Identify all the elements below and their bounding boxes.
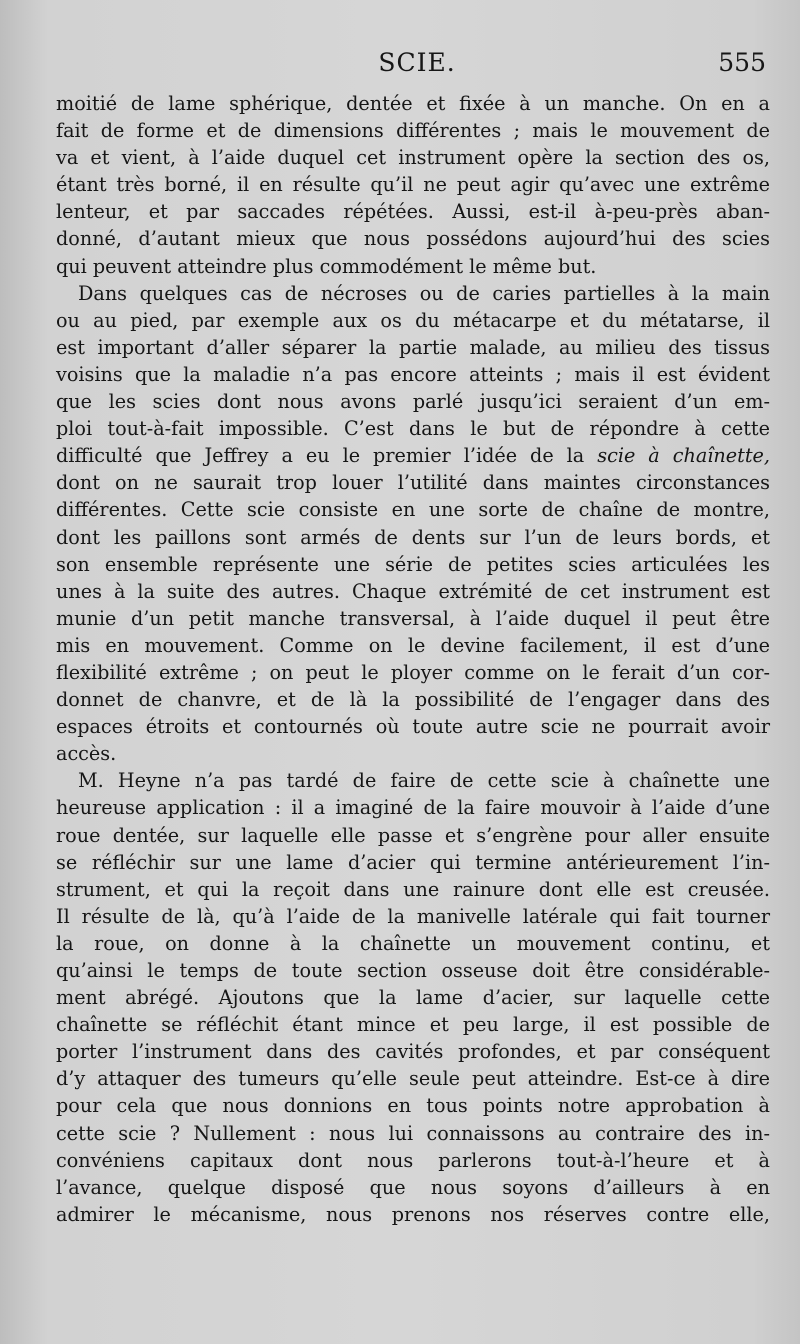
italic-term: scie à chaînette, xyxy=(597,444,770,468)
text-line-content: donnet de chanvre, et de là la possibilité de l’engager dans des xyxy=(56,688,770,712)
text-line xyxy=(56,253,770,280)
text-line-content: d’y attaquer des tumeurs qu’elle seule peut atteindre. Est-ce à dire xyxy=(56,1067,770,1091)
text-line xyxy=(56,334,770,361)
text-line-content: va et vient, à l’aide duquel cet instrument opère la section des os, xyxy=(56,146,770,170)
text-line xyxy=(56,496,770,523)
text-line xyxy=(56,1147,770,1174)
text-line-content: convéniens capitaux dont nous parlerons tout-à-l’heure et à xyxy=(56,1148,770,1172)
text-line-content: voisins que la maladie n’a pas encore atteints ; mais il est évident xyxy=(56,362,770,386)
text-line xyxy=(56,524,770,551)
text-line-content: fait de forme et de dimensions différentes ; mais le mouvement de xyxy=(56,119,770,143)
text-line xyxy=(56,198,770,225)
text-line xyxy=(56,90,770,117)
text-line-content: pour cela que nous donnions en tous points notre approbation à xyxy=(56,1094,770,1118)
text-line xyxy=(56,1065,770,1092)
text-line xyxy=(56,361,770,388)
text-line xyxy=(56,551,770,578)
text-line-content: difficulté que Jeffrey a eu le premier l’idée de la xyxy=(56,444,585,468)
text-line-content: roue dentée, sur laquelle elle passe et s’engrène pour aller ensuite xyxy=(56,823,770,847)
text-line-content: que les scies dont nous avons parlé jusqu’ici seraient d’un em- xyxy=(56,390,770,414)
text-line xyxy=(56,442,770,469)
text-line-content: lenteur, et par saccades répétées. Aussi, est-il à-peu-près aban- xyxy=(56,200,770,224)
text-line-content: dont on ne saurait trop louer l’utilité dans maintes circonstances xyxy=(56,471,770,495)
text-line xyxy=(56,280,770,307)
text-line xyxy=(56,686,770,713)
text-line xyxy=(56,957,770,984)
text-line-content: l’avance, quelque disposé que nous soyons d’ailleurs à en xyxy=(56,1175,770,1199)
text-line-content: ou au pied, par exemple aux os du métacarpe et du métatarse, il xyxy=(56,308,770,332)
text-line xyxy=(56,930,770,957)
text-line-content: est important d’aller séparer la partie malade, au milieu des tissus xyxy=(56,335,770,359)
text-line xyxy=(56,659,770,686)
text-line xyxy=(56,1092,770,1119)
text-line-content: qui peuvent atteindre plus commodément le même but. xyxy=(56,254,597,278)
running-title: SCIE. xyxy=(378,48,456,77)
text-line xyxy=(56,388,770,415)
text-line xyxy=(56,1011,770,1038)
text-line xyxy=(56,1038,770,1065)
text-line xyxy=(56,903,770,930)
text-line-content: dont les paillons sont armés de dents sur l’un de leurs bords, et xyxy=(56,525,770,549)
text-line xyxy=(56,469,770,496)
text-line xyxy=(56,144,770,171)
text-line-content: munie d’un petit manche transversal, à l’aide duquel il peut être xyxy=(56,606,770,630)
text-line xyxy=(56,415,770,442)
text-line-content: unes à la suite des autres. Chaque extrémité de cet instrument est xyxy=(56,579,770,603)
text-line-content: ploi tout-à-fait impossible. C’est dans le but de répondre à cette xyxy=(56,417,770,441)
text-line-content: flexibilité extrême ; on peut le ployer comme on le ferait d’un cor- xyxy=(56,660,770,684)
text-line xyxy=(56,1174,770,1201)
text-line-content: se réfléchir sur une lame d’acier qui termine antérieurement l’in- xyxy=(56,850,770,874)
text-line xyxy=(56,849,770,876)
text-line-content: mis en mouvement. Comme on le devine facilement, il est d’une xyxy=(56,633,770,657)
text-line xyxy=(56,984,770,1011)
text-line xyxy=(56,794,770,821)
text-line xyxy=(56,876,770,903)
text-line-content: strument, et qui la reçoit dans une rainure dont elle est creusée. xyxy=(56,877,770,901)
text-line-content: différentes. Cette scie consiste en une sorte de chaîne de montre, xyxy=(56,498,770,522)
text-line xyxy=(56,822,770,849)
text-line-content: accès. xyxy=(56,742,117,766)
text-line xyxy=(56,171,770,198)
text-line-content: admirer le mécanisme, nous prenons nos réserves contre elle, xyxy=(56,1202,770,1226)
text-line xyxy=(56,225,770,252)
text-line xyxy=(56,740,770,767)
text-line-content: qu’ainsi le temps de toute section osseuse doit être considérable- xyxy=(56,959,770,982)
text-line-content: Il résulte de là, qu’à l’aide de la manivelle latérale qui fait tourner xyxy=(56,904,770,928)
text-line xyxy=(56,713,770,740)
text-line-content: ment abrégé. Ajoutons que la lame d’acier, sur laquelle cette xyxy=(56,986,770,1010)
text-line xyxy=(56,1201,770,1228)
page-number: 555 xyxy=(718,48,766,77)
text-line-content: porter l’instrument dans des cavités profondes, et par conséquent xyxy=(56,1040,770,1064)
text-line-content: Dans quelques cas de nécroses ou de caries partielles à la main xyxy=(78,281,770,305)
text-line-content: M. Heyne n’a pas tardé de faire de cette scie à chaînette une xyxy=(78,769,770,793)
text-line xyxy=(56,767,770,794)
text-line-content: son ensemble représente une série de petites scies articulées les xyxy=(56,552,770,576)
text-line xyxy=(56,117,770,144)
text-line-content: espaces étroits et contournés où toute autre scie ne pourrait avoir xyxy=(56,715,770,739)
page-header xyxy=(56,48,778,82)
text-line-content: étant très borné, il en résulte qu’il ne peut agir qu’avec une extrême xyxy=(56,173,770,197)
text-line xyxy=(56,632,770,659)
text-line xyxy=(56,1120,770,1147)
text-line xyxy=(56,605,770,632)
text-line xyxy=(56,307,770,334)
text-line-content: donné, d’autant mieux que nous possédons aujourd’hui des scies xyxy=(56,227,770,251)
text-line-content: heureuse application : il a imaginé de la faire mouvoir à l’aide d’une xyxy=(56,796,770,820)
text-line xyxy=(56,578,770,605)
text-line-content: cette scie ? Nullement : nous lui connaissons au contraire des in- xyxy=(56,1121,770,1145)
body-text xyxy=(56,90,770,1228)
text-line-content: la roue, on donne à la chaînette un mouvement continu, et xyxy=(56,931,770,955)
text-line-content: chaînette se réfléchit étant mince et peu large, il est possible de xyxy=(56,1013,770,1037)
text-line-content: moitié de lame sphérique, dentée et fixée à un manche. On en a xyxy=(56,92,770,115)
